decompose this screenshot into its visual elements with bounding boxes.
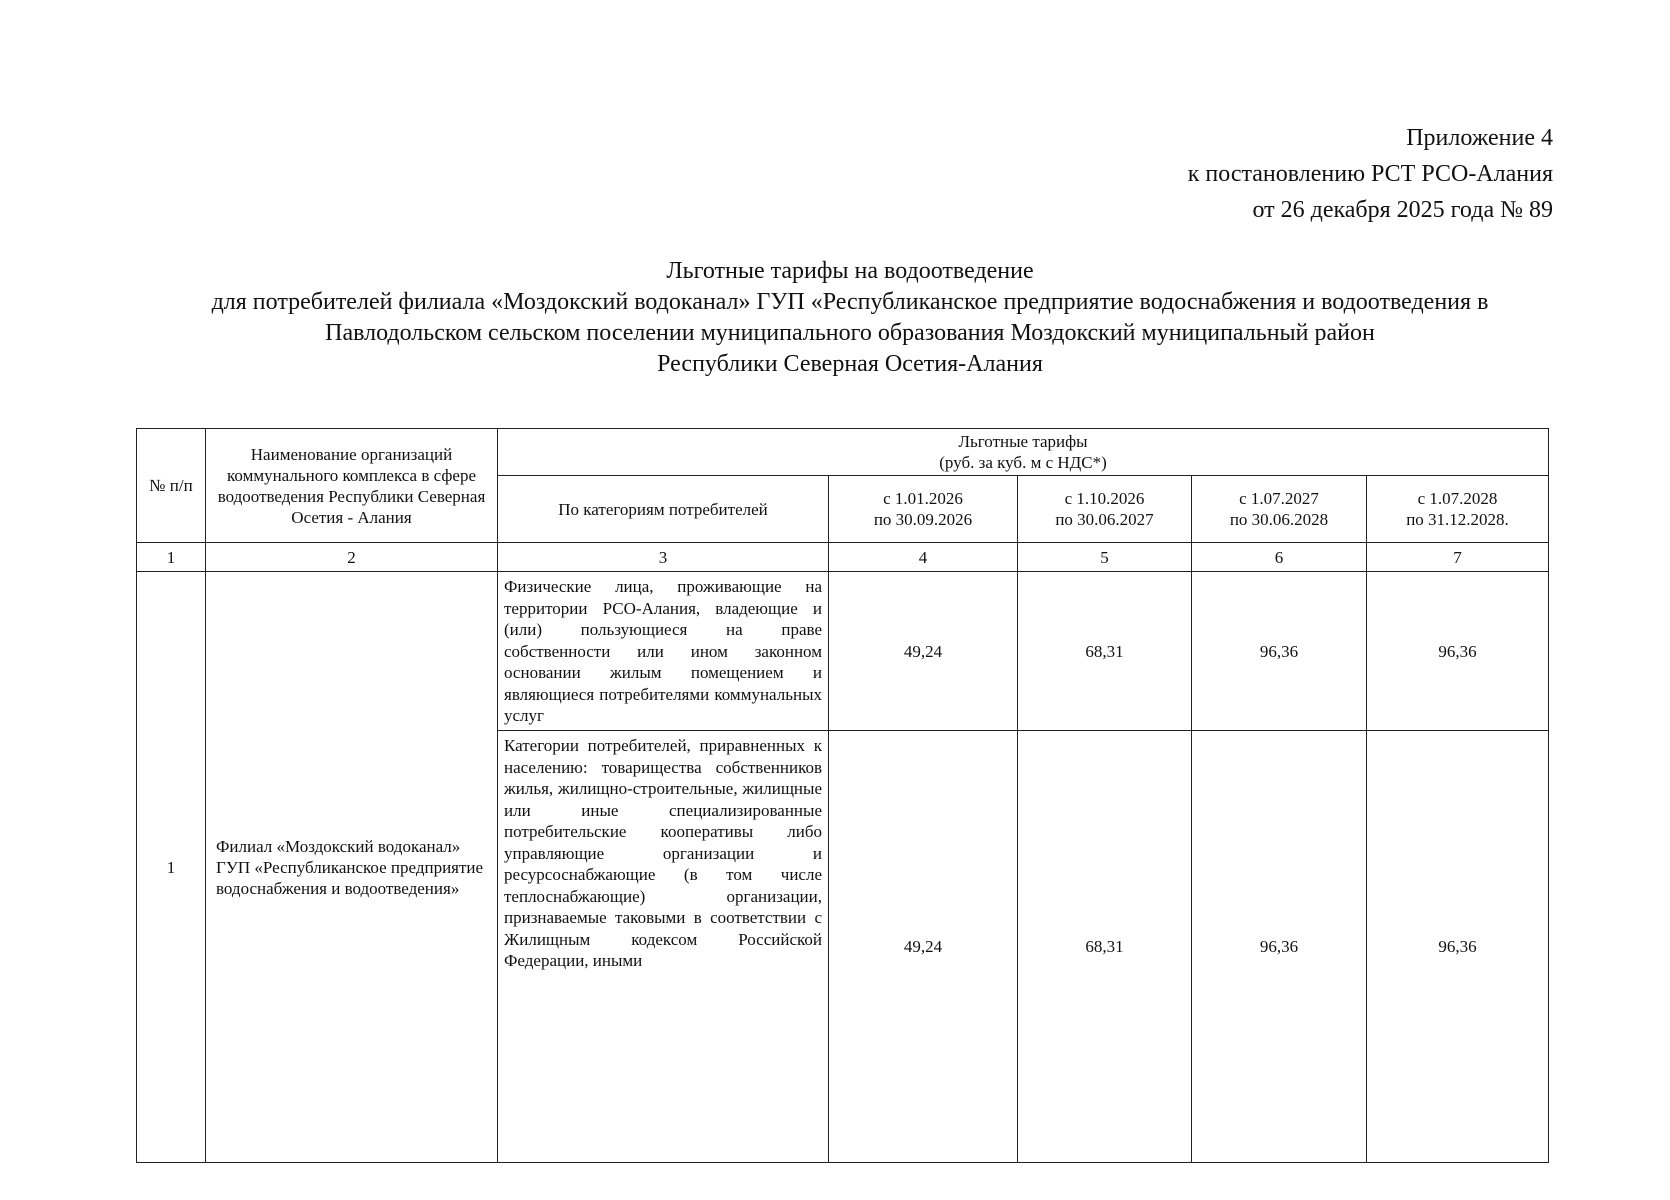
category-text: Физические лица, проживающие на территории РСО-Алания, владеющие и (или) пользующиеся на праве собственности или ином законном основании жилым помещением и являющиеся потребителями коммунальных услуг <box>498 572 829 731</box>
period-4-to: по 31.12.2028. <box>1406 510 1509 529</box>
column-number: 5 <box>1018 543 1192 572</box>
header-row-1 <box>137 429 1549 476</box>
tariffs-table <box>136 428 1549 1163</box>
period-1-to: по 30.09.2026 <box>873 510 973 529</box>
appendix-date: от 26 декабря 2025 года № 89 <box>1252 197 1553 223</box>
header-category: По категориям потребителей <box>498 476 829 543</box>
tariff-value: 49,24 <box>829 731 1018 1163</box>
column-number: 7 <box>1367 543 1549 572</box>
tariff-value: 68,31 <box>1018 572 1192 731</box>
title-line-3: Павлодольском сельском поселении муниципального образования Моздокский муниципальный район <box>325 320 1375 346</box>
row-number: 1 <box>137 572 206 1163</box>
appendix-number: Приложение 4 <box>1406 125 1553 151</box>
header-tariffs-unit: (руб. за куб. м с НДС*) <box>939 453 1107 472</box>
column-number: 1 <box>137 543 206 572</box>
title-line-4: Республики Северная Осетия-Алания <box>657 351 1043 377</box>
header-period-3 <box>1192 476 1367 543</box>
table-row <box>137 572 1549 731</box>
tariff-value: 96,36 <box>1367 731 1549 1163</box>
document-title <box>120 256 1580 380</box>
header-tariffs <box>498 429 1549 476</box>
header-tariffs-title: Льготные тарифы <box>958 432 1088 451</box>
tariff-value: 96,36 <box>1367 572 1549 731</box>
title-line-1: Льготные тарифы на водоотведение <box>666 258 1034 284</box>
header-org: Наименование организаций коммунального комплекса в сфере водоотведения Республики Северная Осетия - Алания <box>206 429 498 543</box>
column-number: 4 <box>829 543 1018 572</box>
period-2-to: по 30.06.2027 <box>1055 510 1154 529</box>
appendix-block <box>1188 120 1553 228</box>
tariff-value: 49,24 <box>829 572 1018 731</box>
column-number-row <box>137 543 1549 572</box>
appendix-resolution: к постановлению РСТ РСО-Алания <box>1187 161 1553 187</box>
header-period-1 <box>829 476 1018 543</box>
category-text-cell <box>498 731 829 1163</box>
period-3-from: с 1.07.2027 <box>1239 489 1319 508</box>
tariff-value: 96,36 <box>1192 731 1367 1163</box>
header-period-4 <box>1367 476 1549 543</box>
header-num: № п/п <box>137 429 206 543</box>
period-1-from: с 1.01.2026 <box>883 489 963 508</box>
column-number: 3 <box>498 543 829 572</box>
category-text: Категории потребителей, приравненных к населению: товарищества собственников жилья, жилищно-строительные, жилищные или иные специализированные потребительские кооперативы либо управляющие организации и ресурсоснабжающие (в том числе теплоснабжающие) организации, признаваемые таковыми в соответствии с Жилищным кодексом Российской Федерации, иными <box>504 736 822 970</box>
organization-name: Филиал «Моздокский водоканал» ГУП «Республиканское предприятие водоснабжения и водоотведения» <box>206 572 498 1163</box>
period-2-from: с 1.10.2026 <box>1064 489 1145 508</box>
tariff-value: 96,36 <box>1192 572 1367 731</box>
column-number: 6 <box>1192 543 1367 572</box>
column-number: 2 <box>206 543 498 572</box>
tariff-value: 68,31 <box>1018 731 1192 1163</box>
period-4-from: с 1.07.2028 <box>1417 489 1498 508</box>
header-period-2 <box>1018 476 1192 543</box>
period-3-to: по 30.06.2028 <box>1229 510 1329 529</box>
title-line-2: для потребителей филиала «Моздокский водоканал» ГУП «Республиканское предприятие водоснабжения и водоотведения в <box>211 289 1489 315</box>
